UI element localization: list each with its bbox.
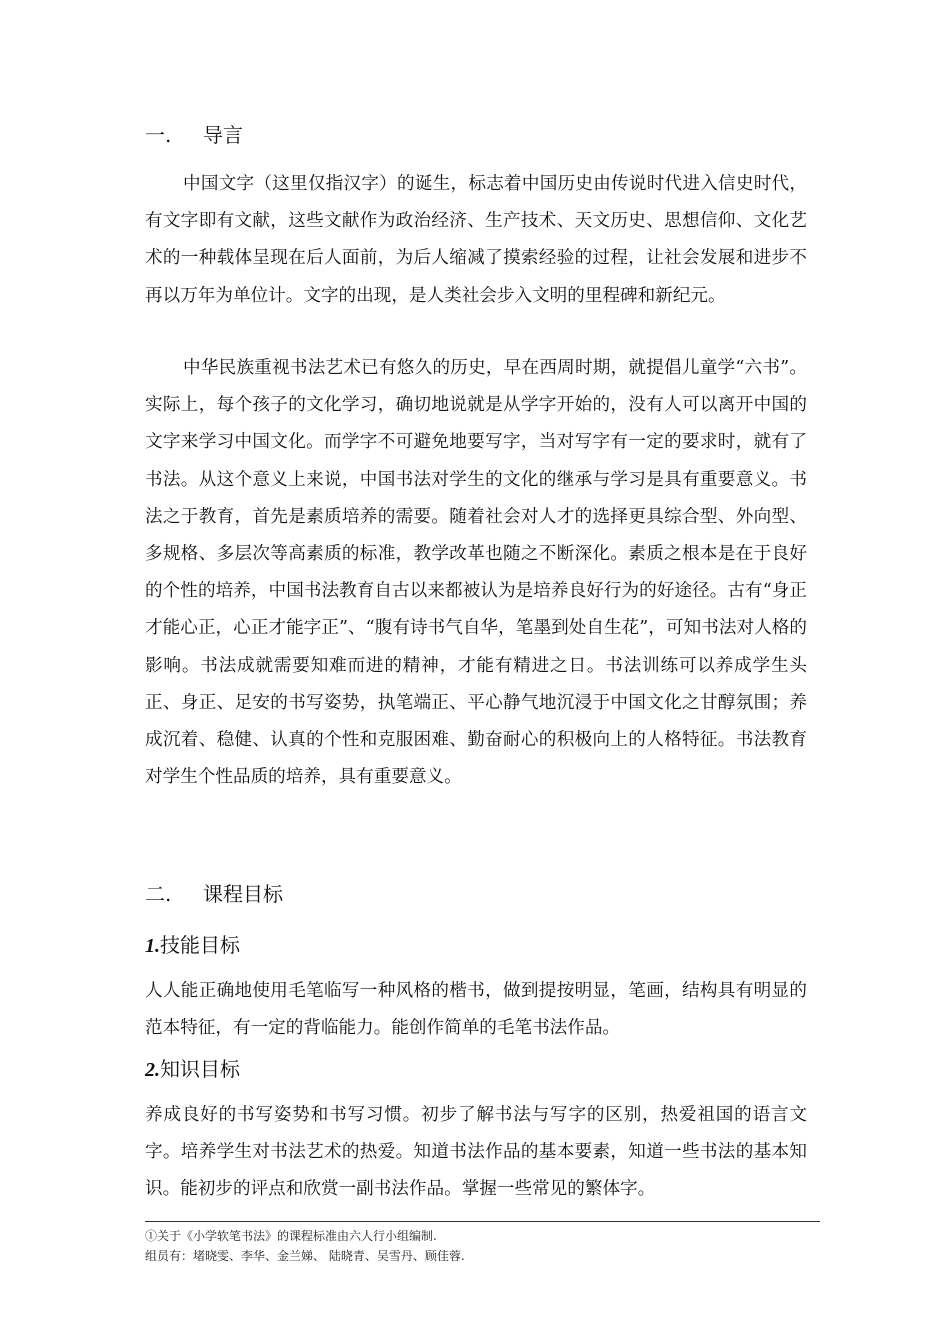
section-title: 导言 xyxy=(203,123,243,147)
intro-paragraph-1: 中国文字（这里仅指汉字）的诞生，标志着中国历史由传说时代进入信史时代，有文字即有文献，这些文献作为政治经济、生产技术、天文历史、思想信仰、文化艺术的一种载体呈现在后人面前，为后人缩减了摸索经验的过程，让社会发展和进步不再以万年为单位计。文字的出现，是人类社会步入文明的里程碑和新纪元。 xyxy=(145,174,807,306)
knowledge-goal-text: 养成良好的书写姿势和书写习惯。初步了解书法与写字的区别，热爱祖国的语言文字。培养学生对书法艺术的热爱。知道书法作品的基本要素，知道一些书法的基本知识。能初步的评点和欣赏一副书法作品。掌握一些常见的繁体字。 xyxy=(145,1105,807,1200)
footnote-line-2: 组员有：堵晓雯、李华、金兰娣、 陆晓青、吴雪丹、顾佳蓉. xyxy=(145,1249,465,1263)
section-number: 二. xyxy=(145,882,172,906)
subheading-number: 1. xyxy=(145,935,160,957)
intro-paragraph-2: 中华民族重视书法艺术已有悠久的历史，早在西周时期，就提倡儿童学“六书”。 实际上，每个孩子的文化学习，确切地说就是从学字开始的，没有人可以离开中国的文字来学习中国文化。而学字不可避免地要写字，当对写字有一定的要求时，就有了书法。从这个意义上来说，中国书法对学生的文化的继承与学习是具有重要意义。书法之于教育，首先是素质培养的需要。随着社会对人才的选择更具综合型、外向型、多规格、多层次等高素质的标准，教学改革也随之不断深化。素质之根本是在于良好的个性的培养，中国书法教育自古以来都被认为是培养良好行为的好途径。古有“身正才能心正，心正才能字正”、“腹有诗书气自华，笔墨到处自生花”，可知书法对人格的影响。书法成就需要知难而进的精神，才能有精进之日。书法训练可以养成学生头正、身正、足安的书写姿势，执笔端正、平心静气地沉浸于中国文化之甘醇氛围；养成沉着、稳健、认真的个性和克服困难、勤奋耐心的积极向上的人格特征。书法教育对学生个性品质的培养，具有重要意义。 xyxy=(145,358,807,788)
subheading-title: 技能目标 xyxy=(160,933,240,957)
footnote-line-1: ①关于《小学软笔书法》的课程标准由六人行小组编制. xyxy=(145,1229,437,1243)
section-number: 一. xyxy=(145,123,172,147)
subheading-skill xyxy=(145,930,240,961)
skill-goal-text: 人人能正确地使用毛笔临写一种风格的楷书，做到提按明显，笔画，结构具有明显的范本特征，有一定的背临能力。能创作简单的毛笔书法作品。 xyxy=(145,981,807,1039)
footnote-divider xyxy=(145,1221,820,1222)
section-heading-intro xyxy=(145,120,243,150)
subheading-knowledge xyxy=(145,1054,240,1085)
subheading-number: 2. xyxy=(145,1059,160,1081)
section-heading-goals xyxy=(145,879,283,909)
section-title: 课程目标 xyxy=(203,882,283,906)
subheading-title: 知识目标 xyxy=(160,1057,240,1081)
